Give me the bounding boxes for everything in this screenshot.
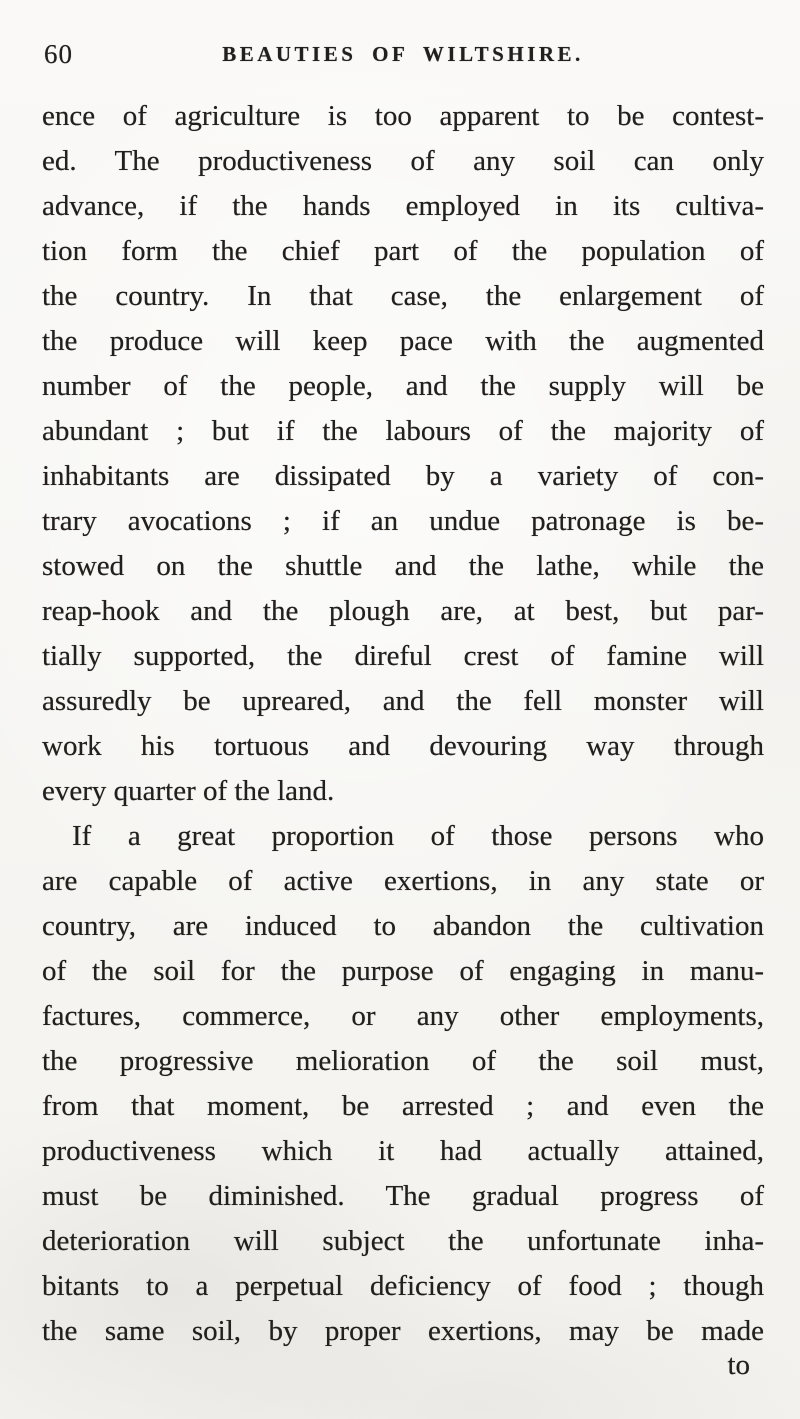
text-line: must be diminished. The gradual progress of — [42, 1180, 764, 1212]
text-line: the produce will keep pace with the augmented — [42, 325, 764, 357]
catchword-row — [42, 1348, 764, 1382]
text-line: abundant ; but if the labours of the majority of — [42, 415, 764, 447]
catchword: to — [727, 1349, 750, 1381]
page-number: 60 — [44, 39, 73, 69]
text-line: reap-hook and the plough are, at best, but par- — [42, 595, 764, 627]
text-line: productiveness which it had actually attained, — [42, 1135, 764, 1167]
text-line: the same soil, by proper exertions, may be made — [42, 1315, 764, 1347]
text-line: stowed on the shuttle and the lathe, while the — [42, 550, 764, 582]
text-line: If a great proportion of those persons who — [72, 820, 764, 852]
text-line: assuredly be upreared, and the fell monster will — [42, 685, 764, 717]
text-line: the country. In that case, the enlargement of — [42, 280, 764, 312]
running-title: BEAUTIES OF WILTSHIRE. — [222, 42, 584, 66]
text-line: the progressive melioration of the soil must, — [42, 1045, 764, 1077]
text-line: tially supported, the direful crest of famine will — [42, 640, 764, 672]
text-line: ence of agriculture is too apparent to be contest- — [42, 100, 764, 132]
text-line: ed. The productiveness of any soil can only — [42, 145, 764, 177]
text-line: from that moment, be arrested ; and even the — [42, 1090, 764, 1122]
text-line: tion form the chief part of the population of — [42, 235, 764, 267]
text-line: trary avocations ; if an undue patronage is be- — [42, 505, 764, 537]
text-line: are capable of active exertions, in any state or — [42, 865, 764, 897]
page-header — [42, 40, 764, 74]
text-line: bitants to a perpetual deficiency of food ; though — [42, 1270, 764, 1302]
text-line: work his tortuous and devouring way through — [42, 730, 764, 762]
body-text — [42, 94, 764, 1354]
text-line: factures, commerce, or any other employments, — [42, 1000, 764, 1032]
text-line: deterioration will subject the unfortunate inha- — [42, 1225, 764, 1257]
text-line: number of the people, and the supply will be — [42, 370, 764, 402]
text-line: country, are induced to abandon the cultivation — [42, 910, 764, 942]
text-line: inhabitants are dissipated by a variety of con- — [42, 460, 764, 492]
text-line: every quarter of the land. — [42, 775, 335, 807]
text-line: advance, if the hands employed in its cultiva- — [42, 190, 764, 222]
text-line: of the soil for the purpose of engaging in manu- — [42, 955, 764, 987]
